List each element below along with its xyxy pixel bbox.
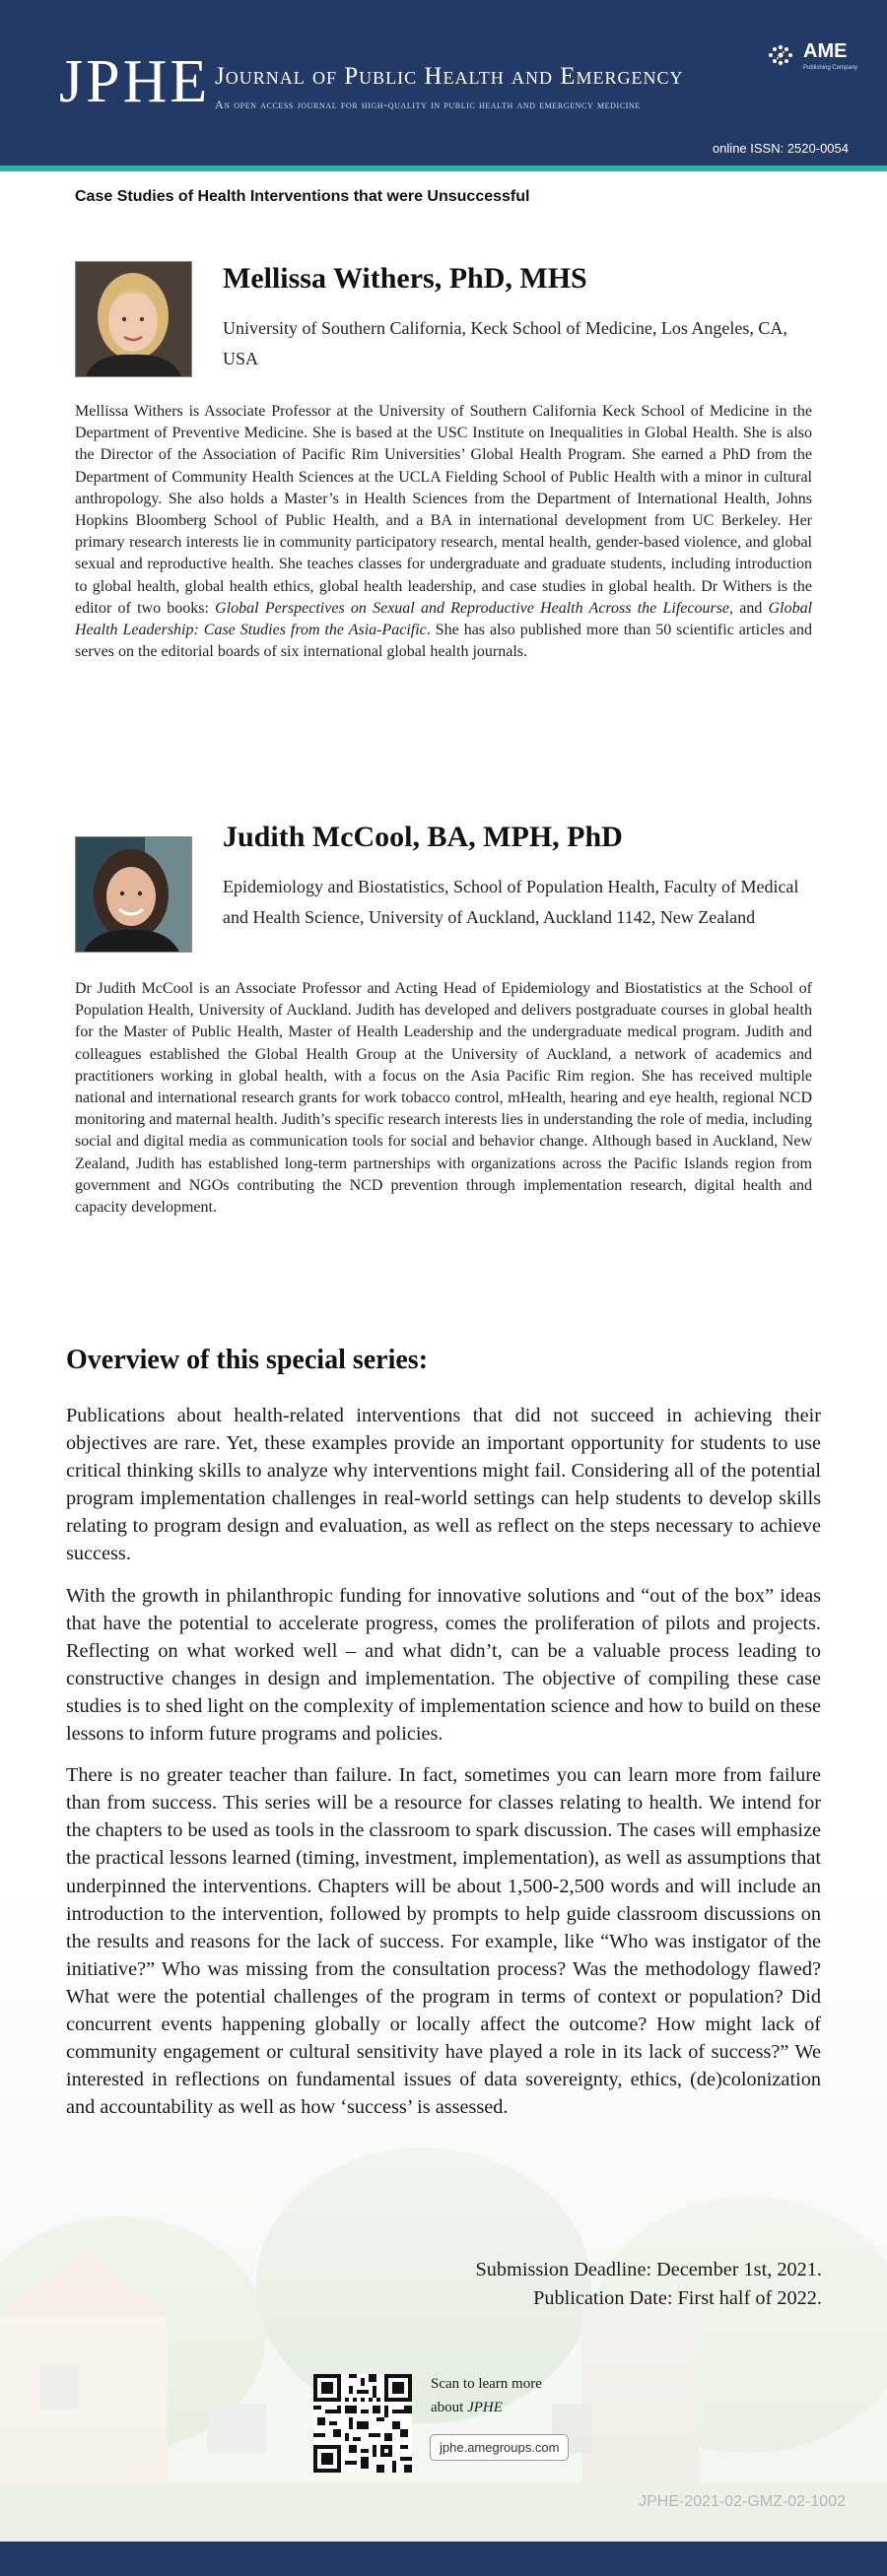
scan-about: about — [431, 2400, 468, 2415]
editor-name-withers: Mellissa Withers, PhD, MHS — [223, 262, 587, 295]
editor-photo-withers — [75, 261, 192, 377]
publisher-subtitle: Publishing Company — [803, 65, 858, 71]
journal-tagline: An open access journal for high-quality in public health and emergency medicine — [215, 98, 641, 111]
editor-affiliation-withers: University of Southern California, Keck School of Medicine, Los Angeles, CA, USA — [223, 318, 787, 368]
deadlines — [476, 2256, 823, 2312]
overview-paragraph: With the growth in philanthropic funding for innovative solutions and “out of the box” ideas that have the potential to accelerate progress, comes the proliferation of pilots and projects. Reflecting on what worked well – and what didn’t, can be a valuable process leading to constructive changes in design and implementation. The objective of compiling these case studies is to shed light on the complexity of implementation science and how to build on these lessons to inform future programs and policies. — [66, 1584, 821, 1746]
scan-instructions — [431, 2372, 588, 2419]
journal-logo: JPHE — [59, 48, 211, 115]
scan-line-2 — [431, 2396, 588, 2419]
footer-bar — [0, 2542, 887, 2576]
scan-line-1: Scan to learn more — [431, 2376, 542, 2392]
editor-bio-withers — [75, 401, 812, 663]
editor-bio-mccool: Dr Judith McCool is an Associate Professor and Acting Head of Epidemiology and Biostatistics at the School of Population Health, University of Auckland. Judith has developed and delivers postgraduate courses in global health for the Master of Public Health, Master of Health Leadership and the undergraduate medical program. Judith and colleagues established the Global Health Group at the University of Auckland, a network of academics and practitioners working in global health, with a focus on the Asia Pacific Rim region. She has received multiple national and international research grants for work tobacco control, mHealth, hearing and eye health, regional NCD monitoring and maternal health. Judith’s specific research interests lies in understanding the role of media, including social and digital media as communication tools for social and behavior change. Although based in Auckland, New Zealand, Judith has established long-term partnerships with organizations across the Pacific Islands region from government and NGOs contributing the NCD prevention through implementation research, digital health and capacity development. — [75, 980, 812, 1217]
qr-code-icon[interactable] — [313, 2374, 412, 2473]
overview-paragraph: There is no greater teacher than failure. In fact, sometimes you can learn more from failure than from success. This series will be a resource for classes relating to health. We intend for the chapters to be used as tools in the classroom to spark discussion. The cases will emphasize the practical lessons learned (timing, investment, implementation), as well as assumptions that underpinned the interventions. Chapters will be about 1,500-2,500 words and will include an introduction to the intervention, followed by prompts to help guide classroom discussions on the results and reasons for the lack of success. For example, like “Who was instigator of the initiative?” Who was missing from the consultation process? Was the methodology flawed? What were the potential challenges of the program in terms of context or population? Did concurrent events happening globally or locally affect the outcome? How might lack of community engagement or cultural sensitivity have played a role in its lack of success?” We interested in reflections on fundamental issues of data sovereignty, ethics, (de)colonization and accountability as well as how ‘success’ is assessed. — [66, 1764, 822, 2119]
overview-paragraph: Publications about health-related interventions that did not succeed in achieving their objectives are rare. Yet, these examples provide an important opportunity for students to use critical thinking skills to analyze why interventions might fail. Considering all of the potential program implementation challenges in real-world settings can help students to develop skills relating to program design and evaluation, as well as reflect on the steps necessary to achieve success. — [66, 1405, 821, 1565]
bio-text: Mellissa Withers is Associate Professor at the University of Southern California Keck School of Medicine in the Department of Preventive Medicine. She is based at the USC Institute on Inequalities in Global Health. She is also the Director of the Association of Pacific Rim Universities’ Global Health Program. She earned a PhD from the Department of Community Health Sciences at the UCLA Fielding School of Public Health with a minor in cultural anthropology. She also holds a Master’s in Health Sciences from the Department of International Health, Johns Hopkins Bloomberg School of Public Health, and a BA in international development from UC Berkeley. Her primary research interests lie in community participatory research, mental health, gender-based violence, and global sexual and reproductive health. She teaches classes for undergraduate and graduate students, including introduction to global health, global health ethics, global health leadership, and case studies in global health. Dr Withers is the editor of two books: — [75, 403, 812, 617]
editor-name-mccool: Judith McCool, BA, MPH, PhD — [223, 821, 623, 853]
publication-date: Publication Date: First half of 2022. — [533, 2286, 822, 2309]
book-title: Global Perspectives on Sexual and Reproductive Health Across the Lifecourse — [215, 599, 730, 617]
special-series-title: Case Studies of Health Interventions that were Unsuccessful — [75, 188, 530, 205]
journal-header — [0, 0, 887, 169]
header-accent-stripe — [0, 165, 887, 171]
book-title: Global Health Leadership: Case Studies from the Asia-Pacific — [75, 599, 813, 639]
editor-affiliation-mccool: Epidemiology and Biostatistics, School of Population Health, Faculty of Medical and Health Science, University of Auckland, Auckland 1142, New Zealand — [223, 877, 799, 927]
bio-text: , and — [729, 599, 769, 617]
overview-section — [66, 1402, 821, 2135]
document-code: JPHE-2021-02-GMZ-02-1002 — [639, 2493, 846, 2510]
issn-label: online ISSN: 2520-0054 — [712, 141, 849, 156]
overview-heading: Overview of this special series: — [66, 1345, 429, 1375]
journal-title: Journal of Public Health and Emergency — [215, 63, 684, 90]
scan-journal: JPHE — [467, 2400, 503, 2415]
submission-deadline: Submission Deadline: December 1st, 2021. — [475, 2259, 822, 2280]
publisher-name: AME — [803, 40, 848, 62]
editor-photo-mccool — [75, 836, 192, 953]
journal-url-link[interactable]: jphe.amegroups.com — [430, 2434, 569, 2461]
bio-text: . She has also published more than 50 scientific articles and serves on the editorial boards of six international global health journals. — [75, 622, 812, 661]
